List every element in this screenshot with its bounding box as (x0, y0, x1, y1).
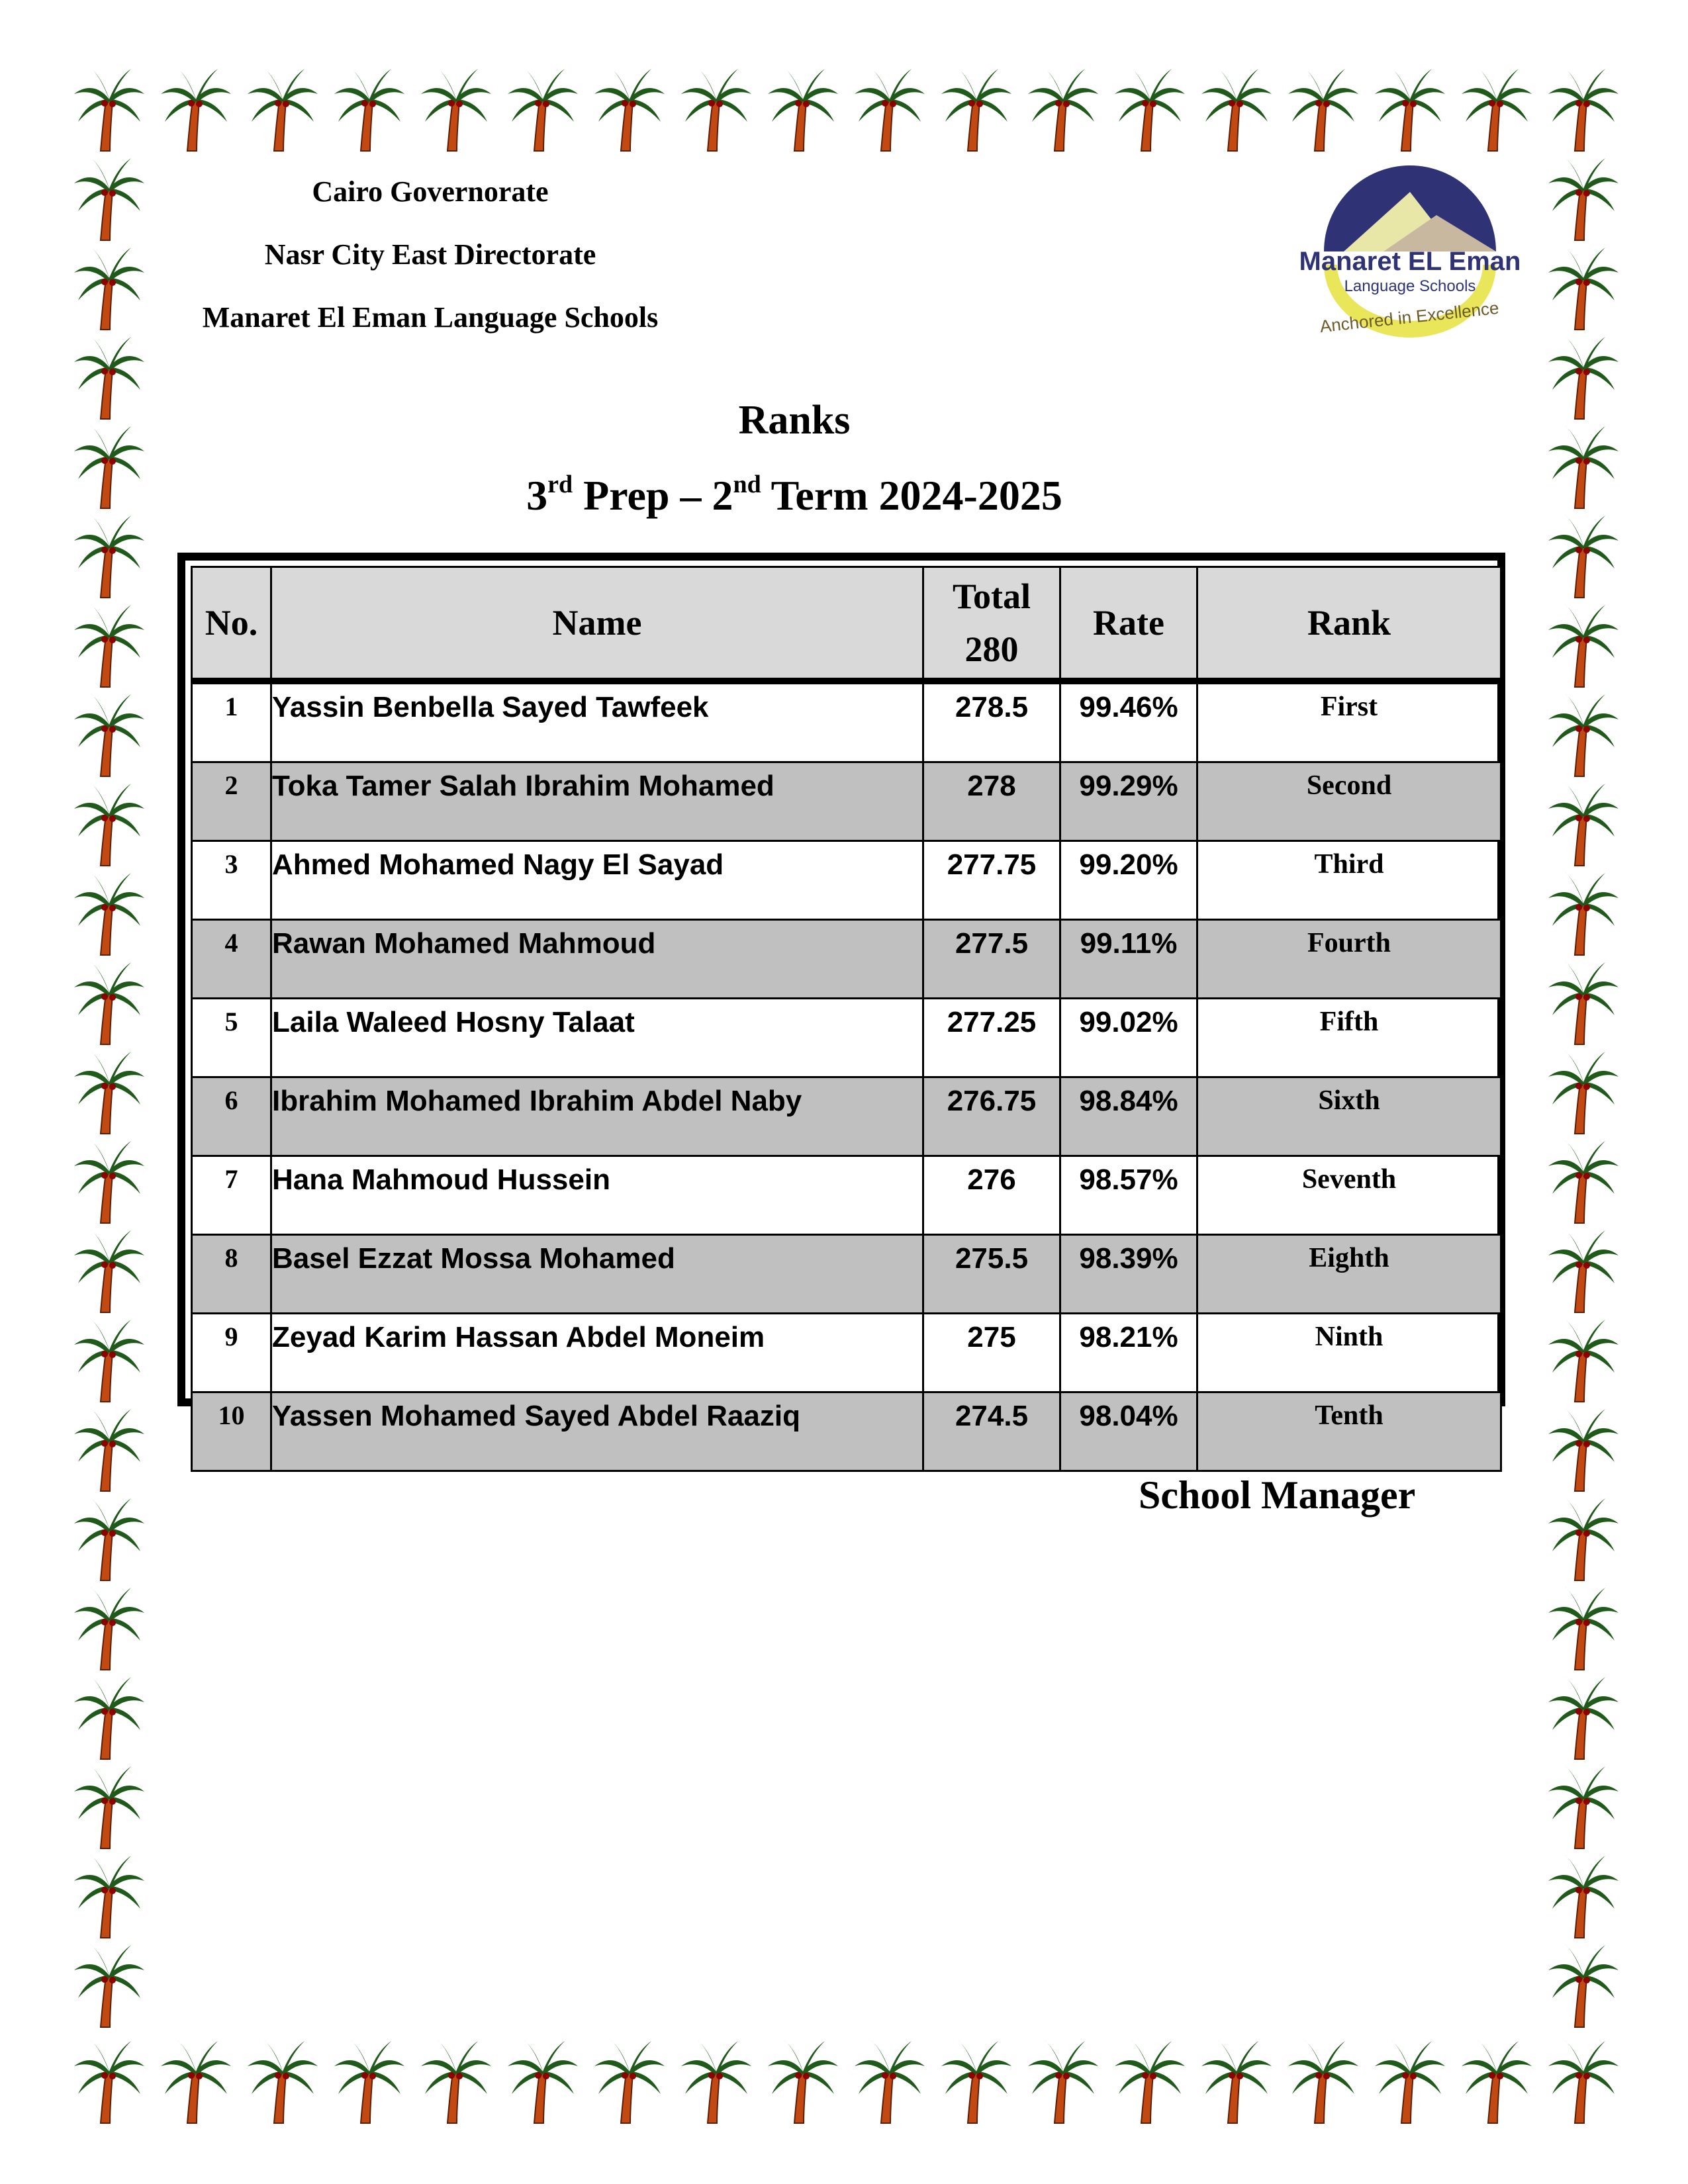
palm-tree-icon (768, 2040, 838, 2123)
palm-tree-icon (768, 68, 838, 151)
cell-rank: Eighth (1197, 1235, 1501, 1314)
palm-tree-icon (855, 2040, 925, 2123)
palm-tree-icon (1548, 1140, 1618, 1223)
palm-tree-icon (681, 2040, 751, 2123)
directorate-line: Nasr City East Directorate (264, 238, 596, 271)
cell-name: Laila Waleed Hosny Talaat (271, 999, 923, 1077)
table-row (192, 762, 1501, 841)
header-total (923, 567, 1060, 682)
palm-tree-icon (1548, 693, 1618, 776)
school-name-line: Manaret El Eman Language Schools (202, 301, 659, 334)
cell-name: Hana Mahmoud Hussein (271, 1156, 923, 1235)
palm-tree-icon (1375, 2040, 1445, 2123)
cell-total: 277.5 (923, 920, 1060, 999)
cell-rank: Sixth (1197, 1077, 1501, 1156)
palm-tree-icon (1462, 68, 1532, 151)
palm-tree-icon (1028, 2040, 1098, 2123)
palm-tree-icon (1548, 514, 1618, 598)
table-row (192, 681, 1501, 762)
cell-no: 9 (192, 1314, 271, 1392)
palm-tree-icon (1548, 157, 1618, 240)
cell-total: 274.5 (923, 1392, 1060, 1471)
palm-tree-icon (74, 246, 144, 330)
cell-rank: Ninth (1197, 1314, 1501, 1392)
cell-total: 276 (923, 1156, 1060, 1235)
cell-total: 278 (923, 762, 1060, 841)
cell-rate: 98.04% (1060, 1392, 1197, 1471)
term-number: 2 (712, 472, 733, 519)
cell-rate: 99.20% (1060, 841, 1197, 920)
logo-motto: Anchored in Excellence (1319, 297, 1500, 337)
cell-rank: Fourth (1197, 920, 1501, 999)
cell-total: 278.5 (923, 681, 1060, 762)
cell-no: 6 (192, 1077, 271, 1156)
palm-tree-icon (1548, 604, 1618, 687)
palm-tree-icon (1548, 246, 1618, 330)
cell-name: Basel Ezzat Mossa Mohamed (271, 1235, 923, 1314)
cell-rate: 98.57% (1060, 1156, 1197, 1235)
palm-tree-icon (74, 1229, 144, 1312)
palm-tree-icon (1548, 1854, 1618, 1938)
header-name: Name (271, 567, 923, 682)
palm-tree-icon (1462, 2040, 1532, 2123)
palm-tree-icon (1548, 961, 1618, 1044)
palm-tree-icon (594, 68, 665, 151)
palm-tree-icon (74, 604, 144, 687)
palm-tree-icon (334, 68, 404, 151)
palm-tree-icon (74, 514, 144, 598)
cell-name: Yassen Mohamed Sayed Abdel Raaziq (271, 1392, 923, 1471)
cell-no: 8 (192, 1235, 271, 1314)
palm-tree-icon (1288, 2040, 1358, 2123)
cell-total: 277.75 (923, 841, 1060, 920)
palm-tree-icon (74, 1765, 144, 1848)
cell-rate: 98.21% (1060, 1314, 1197, 1392)
palm-tree-icon (681, 68, 751, 151)
palm-tree-icon (941, 68, 1011, 151)
school-header (185, 169, 675, 357)
palm-tree-icon (1375, 68, 1445, 151)
palm-tree-icon (161, 2040, 231, 2123)
palm-tree-icon (1548, 1497, 1618, 1580)
header-total-max: 280 (964, 629, 1019, 669)
palm-tree-icon (74, 1497, 144, 1580)
palm-tree-icon (161, 68, 231, 151)
palm-tree-icon (421, 2040, 491, 2123)
cell-no: 5 (192, 999, 271, 1077)
palm-tree-icon (74, 782, 144, 866)
palm-tree-icon (1548, 1586, 1618, 1670)
palm-tree-icon (1201, 68, 1272, 151)
palm-tree-icon (941, 2040, 1011, 2123)
palm-tree-icon (1028, 68, 1098, 151)
cell-rate: 99.02% (1060, 999, 1197, 1077)
cell-rate: 99.29% (1060, 762, 1197, 841)
term-suffix: nd (733, 471, 761, 498)
palm-tree-icon (421, 68, 491, 151)
palm-tree-icon (334, 2040, 404, 2123)
cell-name: Ibrahim Mohamed Ibrahim Abdel Naby (271, 1077, 923, 1156)
cell-rate: 99.46% (1060, 681, 1197, 762)
table-row (192, 1077, 1501, 1156)
table-row (192, 1392, 1501, 1471)
palm-tree-icon (855, 68, 925, 151)
grade-suffix: rd (547, 471, 573, 498)
palm-tree-icon (1548, 782, 1618, 866)
cell-no: 10 (192, 1392, 271, 1471)
cell-no: 7 (192, 1156, 271, 1235)
palm-tree-icon (74, 1676, 144, 1759)
cell-rank: Third (1197, 841, 1501, 920)
palm-tree-icon (1115, 2040, 1185, 2123)
palm-tree-icon (74, 1408, 144, 1491)
palm-tree-icon (74, 2040, 144, 2123)
cell-total: 275.5 (923, 1235, 1060, 1314)
table-row (192, 999, 1501, 1077)
header-rank: Rank (1197, 567, 1501, 682)
cell-name: Rawan Mohamed Mahmoud (271, 920, 923, 999)
term-word: Term 2024-2025 (761, 472, 1062, 519)
palm-tree-icon (1548, 68, 1618, 151)
logo-name: Manaret EL Eman (1299, 247, 1521, 276)
ranks-table-frame (177, 553, 1505, 1432)
cell-rank: Seventh (1197, 1156, 1501, 1235)
ranks-table (191, 566, 1502, 1472)
palm-tree-icon (508, 68, 578, 151)
cell-rank: Fifth (1197, 999, 1501, 1077)
palm-tree-icon (1548, 1944, 1618, 2027)
signature-label: School Manager (1139, 1473, 1416, 1517)
cell-rate: 98.39% (1060, 1235, 1197, 1314)
table-row (192, 1235, 1501, 1314)
header-total-label: Total (952, 576, 1031, 616)
cell-name: Toka Tamer Salah Ibrahim Mohamed (271, 762, 923, 841)
palm-tree-icon (74, 1944, 144, 2027)
palm-tree-icon (74, 1318, 144, 1402)
cell-rate: 98.84% (1060, 1077, 1197, 1156)
grade-number: 3 (526, 472, 548, 519)
palm-tree-icon (1115, 68, 1185, 151)
palm-tree-icon (74, 1140, 144, 1223)
cell-rate: 99.11% (1060, 920, 1197, 999)
palm-tree-icon (594, 2040, 665, 2123)
palm-tree-icon (1288, 68, 1358, 151)
palm-tree-icon (74, 157, 144, 240)
palm-tree-icon (1548, 1229, 1618, 1312)
cell-rank: First (1197, 681, 1501, 762)
header-rate: Rate (1060, 567, 1197, 682)
table-row (192, 920, 1501, 999)
palm-tree-icon (1201, 2040, 1272, 2123)
palm-tree-icon (74, 1586, 144, 1670)
table-row (192, 1156, 1501, 1235)
palm-tree-icon (74, 1050, 144, 1134)
header-no: No. (192, 567, 271, 682)
palm-tree-icon (248, 2040, 318, 2123)
logo-subtitle: Language Schools (1344, 277, 1476, 295)
palm-tree-icon (1548, 2040, 1618, 2123)
palm-tree-icon (74, 872, 144, 955)
cell-rank: Second (1197, 762, 1501, 841)
cell-total: 275 (923, 1314, 1060, 1392)
table-row (192, 1314, 1501, 1392)
palm-tree-icon (1548, 1408, 1618, 1491)
table-row (192, 841, 1501, 920)
school-logo (1284, 152, 1536, 351)
palm-tree-icon (1548, 872, 1618, 955)
governorate-line: Cairo Governorate (312, 175, 549, 208)
palm-tree-icon (74, 961, 144, 1044)
palm-tree-icon (1548, 1050, 1618, 1134)
palm-tree-icon (1548, 1318, 1618, 1402)
grade-word: Prep – (573, 472, 712, 519)
palm-tree-icon (1548, 1765, 1618, 1848)
palm-tree-icon (508, 2040, 578, 2123)
cell-total: 277.25 (923, 999, 1060, 1077)
page-title: Ranks (738, 398, 851, 443)
table-header-row (192, 567, 1501, 682)
cell-rank: Tenth (1197, 1392, 1501, 1471)
cell-name: Yassin Benbella Sayed Tawfeek (271, 681, 923, 762)
palm-tree-icon (1548, 1676, 1618, 1759)
palm-tree-icon (248, 68, 318, 151)
cell-total: 276.75 (923, 1077, 1060, 1156)
cell-no: 3 (192, 841, 271, 920)
term-subtitle (0, 471, 1589, 520)
cell-no: 1 (192, 681, 271, 762)
cell-name: Zeyad Karim Hassan Abdel Moneim (271, 1314, 923, 1392)
palm-tree-icon (74, 693, 144, 776)
palm-tree-icon (74, 68, 144, 151)
cell-name: Ahmed Mohamed Nagy El Sayad (271, 841, 923, 920)
cell-no: 2 (192, 762, 271, 841)
palm-tree-icon (74, 1854, 144, 1938)
cell-no: 4 (192, 920, 271, 999)
